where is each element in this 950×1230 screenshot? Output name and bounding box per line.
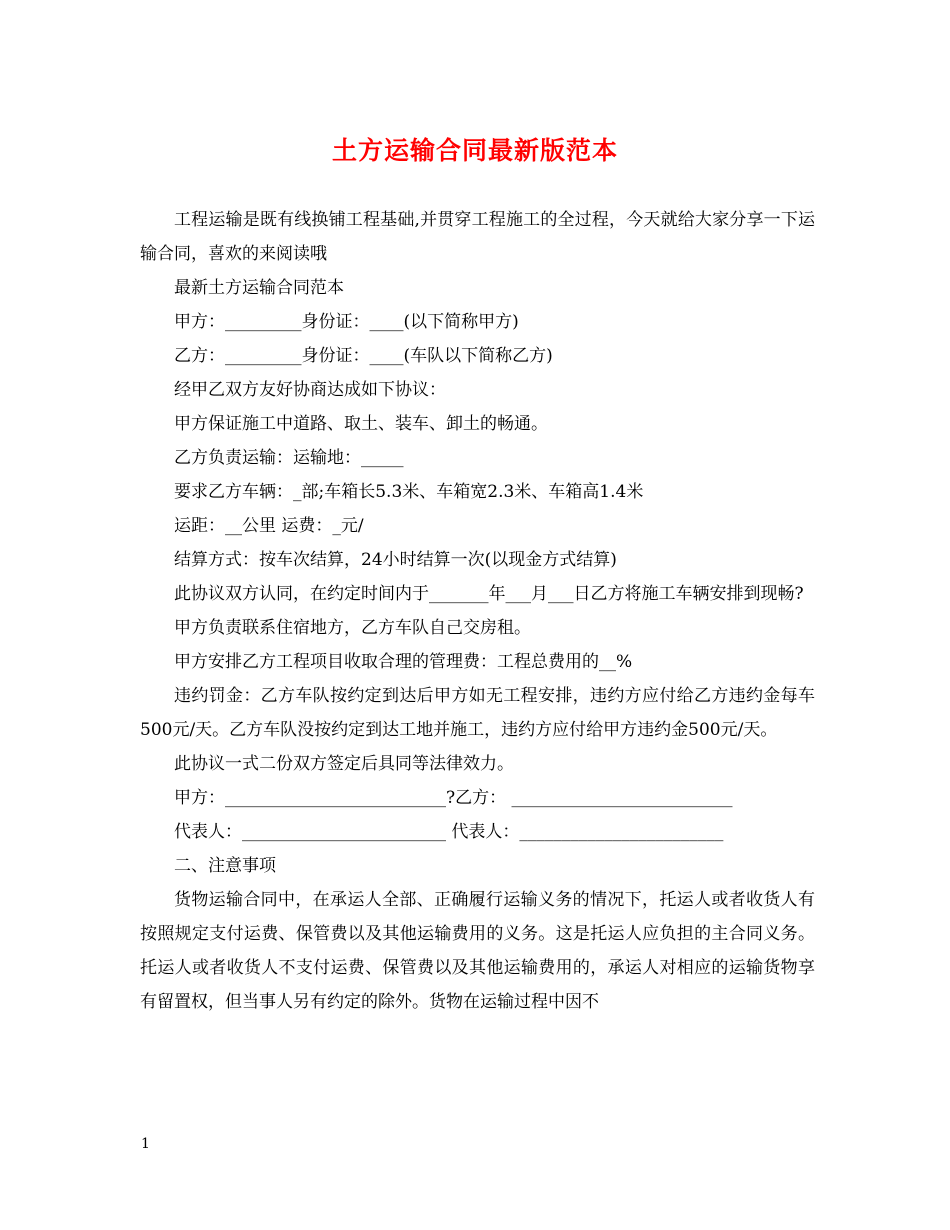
page-number: 1: [141, 1136, 150, 1152]
clause-accommodation: 甲方负责联系住宿地方，乙方车队自己交房租。: [174, 618, 531, 638]
notes-paragraph: 货物运输合同中，在承运人全部、正确履行运输义务的情况下，托运人或者收货人有按照规定支付运费、保管费以及其他运输费用的义务。这是托运人应负担的主合同义务。托运人或者收货人不支付运费、保管费以及其他运输费用的，承运人对相应的运输货物享有留置权，但当事人另有约定的除外。货物在运输过程中因不: [140, 890, 815, 1012]
party-a-line: 甲方：_________身份证：____(以下简称甲方): [174, 312, 519, 332]
agreement-intro: 经甲乙双方友好协商达成如下协议：: [174, 380, 446, 400]
signature-parties: 甲方：__________________________?乙方： __________________________: [174, 788, 733, 808]
intro-paragraph: 工程运输是既有线换铺工程基础,并贯穿工程施工的全过程，今天就给大家分享一下运输合同，喜欢的来阅读哦: [140, 210, 815, 264]
document-body: [140, 203, 815, 1019]
clause-copies: 此协议一式二份双方签定后具同等法律效力。: [174, 754, 514, 774]
clause-penalty: 违约罚金：乙方车队按约定到达后甲方如无工程安排，违约方应付给乙方违约金每车500元/天。乙方车队没按约定到达工地并施工，违约方应付给甲方违约金500元/天。: [140, 686, 815, 740]
clause-road-access: 甲方保证施工中道路、取土、装车、卸土的畅通。: [174, 414, 548, 434]
contract-heading: 最新土方运输合同范本: [174, 278, 344, 298]
document-title: 土方运输合同最新版范本: [331, 136, 618, 165]
clause-transport-destination: 乙方负责运输：运输地：_____: [174, 448, 404, 468]
clause-management-fee: 甲方安排乙方工程项目收取合理的管理费：工程总费用的__%: [174, 652, 633, 672]
clause-settlement: 结算方式：按车次结算，24小时结算一次(以现金方式结算): [174, 550, 617, 570]
clause-arrival-date: 此协议双方认同，在约定时间内于_______年___月___日乙方将施工车辆安排到现畅?: [174, 584, 804, 604]
party-b-line: 乙方：_________身份证：____(车队以下简称乙方): [174, 346, 553, 366]
clause-vehicle-requirements: 要求乙方车辆：_部;车箱长5.3米、车箱宽2.3米、车箱高1.4米: [174, 482, 644, 502]
signature-representatives: 代表人：________________________ 代表人：________________________: [174, 822, 724, 842]
section-notes-heading: 二、注意事项: [174, 856, 276, 876]
clause-distance-fee: 运距：__公里 运费：_元/: [174, 516, 364, 536]
